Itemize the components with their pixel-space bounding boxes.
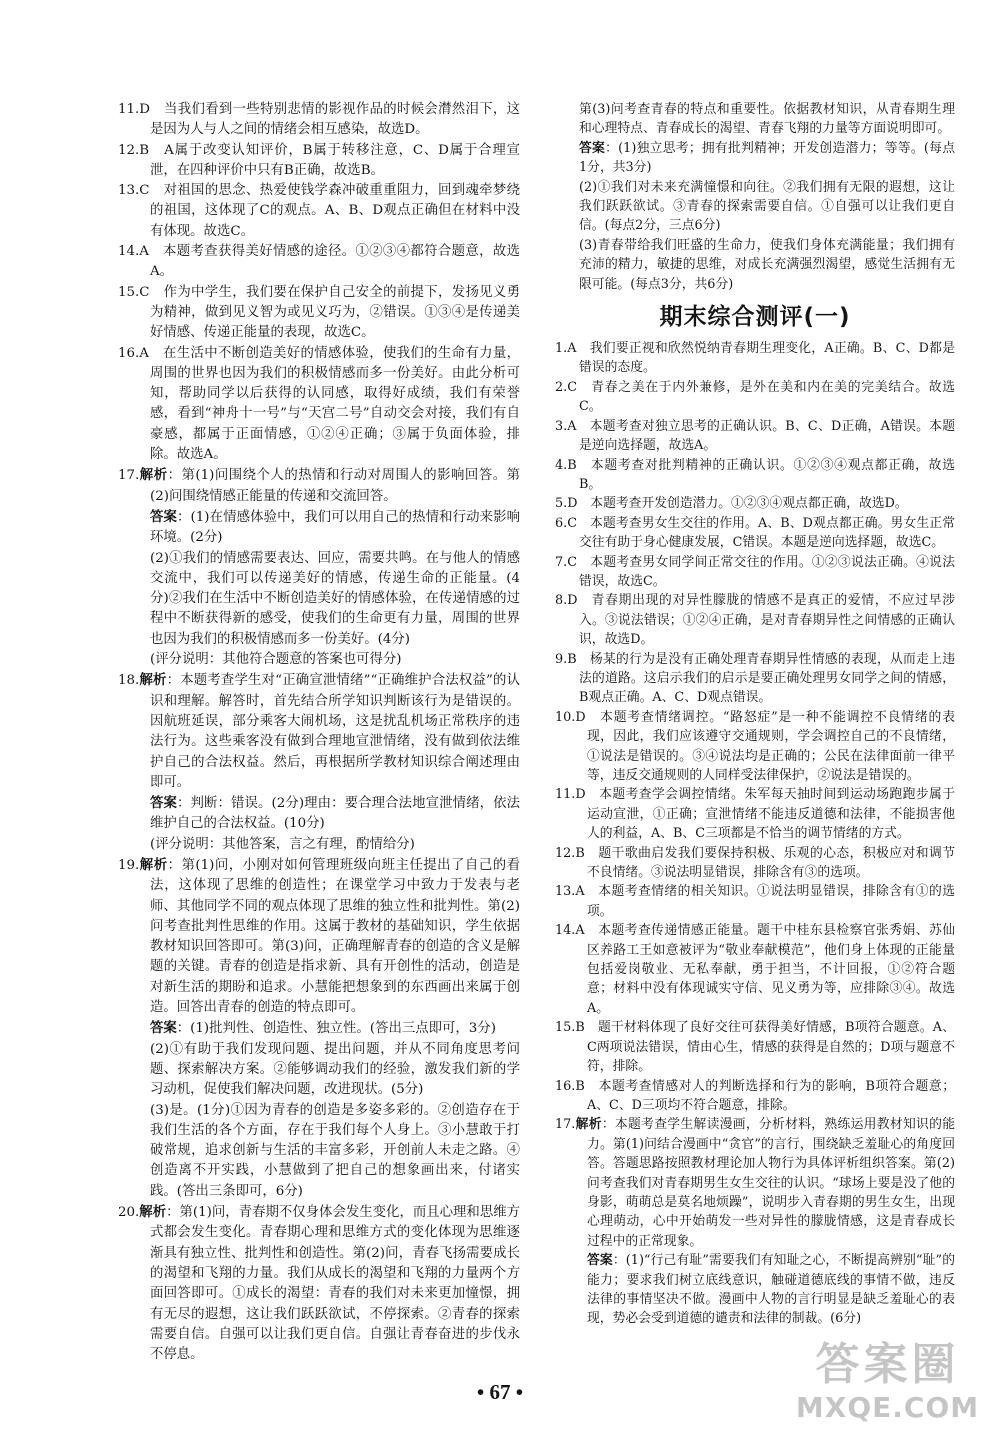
question-number: 14. bbox=[118, 244, 140, 260]
entry-label: 答案 bbox=[587, 1253, 613, 1269]
entry-text: A 本题考查获得美好情感的途径。①②③④都符合题意，故选A。 bbox=[139, 244, 520, 280]
entry-text: ：(1)独立思考；拥有批判精神；开发创造潜力；等等。(每点1分，共3分) bbox=[579, 140, 955, 176]
entry-text: D 青春期出现的对异性朦胧的情感不是真正的爱情，不应过早涉入。③说法错误；①②④正确，是对青春期异性之间情感的正确认识，故选D。 bbox=[567, 593, 955, 648]
entry-label: 答案 bbox=[150, 508, 178, 525]
question-number: 10. bbox=[555, 709, 576, 725]
entry-label: 答案 bbox=[150, 795, 177, 812]
answer-entry bbox=[118, 1040, 520, 1101]
question-number: 8. bbox=[555, 593, 568, 609]
entry-text: A 我们要正视和欣然悦纳青春期生理变化，A正确。B、C、D都是错误的态度。 bbox=[567, 341, 955, 376]
question-number: 7. bbox=[555, 554, 568, 570]
entry-text: B 题干材料体现了良好交往可获得美好情感，B项符合题意。A、C两项说法错误，情由心生，情感的获得是自然的；D项与题意不符，排除。 bbox=[575, 1020, 955, 1075]
answer-entry bbox=[118, 507, 520, 549]
answer-entry bbox=[118, 835, 520, 855]
entry-text: C 本题考查男女同学间正常交往的作用。①②③说法正确。④说法错误，故选C。 bbox=[567, 554, 955, 589]
entry-text: ：第(1)问围绕个人的热情和行动对周围人的影响回答。第(2)问围绕情感正能量的传递和交流回答。 bbox=[150, 468, 521, 504]
answer-entry bbox=[555, 785, 955, 843]
final-test-answers bbox=[555, 339, 955, 1329]
answer-entry bbox=[555, 378, 955, 417]
entry-text: (3)青春带给我们旺盛的生命力，使我们身体充满能量；我们拥有充沛的精力，敏捷的思维，对成长充满强烈渴望，感觉生活拥有无限可能。(每点3分，共6分) bbox=[579, 237, 955, 292]
question-number: 11. bbox=[555, 787, 576, 803]
entry-text: A 本题考查情绪的相关知识。①说法明显错误，排除含有①的选项。 bbox=[575, 884, 955, 919]
question-number: 9. bbox=[555, 651, 568, 667]
answer-entry bbox=[118, 141, 520, 182]
answer-entry bbox=[555, 100, 955, 139]
entry-text: C 本题考查男女生交往的作用。A、B、D观点都正确。男女生正常交往有助于身心健康发展，C错误。本题是逆向选择题，故选C。 bbox=[567, 515, 955, 551]
entry-text: 第(3)问考查青春的特点和重要性。依据教材知识，从青春期生理和心理特点、青春成长的渴望、青春飞翔的力量等方面说明即可。 bbox=[579, 102, 955, 137]
answer-entry bbox=[555, 236, 955, 294]
answer-entry bbox=[118, 344, 520, 466]
section-title: 期末综合测评(一) bbox=[659, 304, 851, 331]
entry-label: 答案 bbox=[150, 1020, 177, 1037]
answer-entry bbox=[555, 456, 955, 495]
answer-entry bbox=[118, 1202, 520, 1365]
answer-entry bbox=[118, 465, 520, 507]
answer-entry bbox=[118, 1018, 520, 1039]
left-column bbox=[118, 100, 520, 1365]
entry-text: A 在生活中不断创造美好的情感体验，使我们的生命有力量，周围的世界也因为我们的积极情感而多一份美好。由此分析可知，帮助同学以后获得的认同感，取得好成绩，我们有荣誉感，看到“神舟十一号”与“天宫二号”自动交会对接，我们有自豪感，都属于正面情感，①②④正确；③属于负面体验，排除。故选A。 bbox=[139, 345, 520, 463]
answer-entry bbox=[555, 1115, 955, 1251]
entry-text: C 青春之美在于内外兼修，是外在美和内在美的完美结合。故选C。 bbox=[567, 379, 955, 415]
entry-text: B 本题考查情感对人的判断选择和行为的影响，B项符合题意；A、C、D三项均不符合题意，排除。 bbox=[575, 1078, 955, 1113]
question-number: 3. bbox=[555, 418, 568, 434]
watermark-logo-url: MXQE.COM bbox=[795, 1391, 980, 1424]
answer-entry bbox=[118, 181, 520, 242]
entry-text: A 本题考查传递情感正能量。题干中桂东县检察官张秀娟、苏仙区养路工王如意被评为“敬业奉献模范”，他们身上体现的正能量包括爱岗敬业、无私奉献，勇于担当，不计回报，①②符合题意；材料中没有体现诚实守信、见义勇为等，应排除③④。故选A。 bbox=[575, 923, 955, 1016]
entry-text: A 本题考查对独立思考的正确认识。B、C、D正确，A错误。本题是逆向选择题，故选A。 bbox=[567, 418, 955, 454]
answer-entry bbox=[118, 855, 520, 1018]
entry-text: ：(1)批判性、创造性、独立性。(答出三点即可，3分) bbox=[176, 1021, 496, 1037]
answer-entry bbox=[555, 139, 955, 178]
entry-label: 解析 bbox=[139, 856, 168, 873]
answer-entry bbox=[118, 1101, 520, 1202]
answer-entry bbox=[555, 1018, 955, 1076]
answer-entry bbox=[555, 494, 955, 513]
entry-text: ：本题考查学生解读漫画，分析材料，熟练运用教材知识的能力。第(1)问结合漫画中“贪官”的言行，围绕缺乏羞耻心的角度回答。答题思路按照教材理论加人物行为具体评析组织答案。第(2)问考查我们对青春期男生女生交往的认识。“球场上要是没了他的身影，萌萌总是莫名地烦躁”，说明步入青春期的男生女生，出现心理萌动，心中开始萌发一些对异性的朦胧情感，这是青春成长过程中的正常现象。 bbox=[587, 1117, 956, 1249]
question-number: 20. bbox=[118, 1205, 140, 1221]
entry-text: (评分说明：其他答案，言之有理，酌情给分) bbox=[150, 836, 415, 852]
entry-text: D 当我们看到一些特别悲情的影视作品的时候会潸然泪下，这是因为人与人之间的情绪会相互感染，故选D。 bbox=[139, 102, 520, 138]
entry-label: 解析 bbox=[575, 1117, 602, 1133]
question-number: 6. bbox=[555, 515, 568, 531]
answer-entry bbox=[118, 283, 520, 344]
question-number: 17. bbox=[118, 468, 140, 484]
entry-text: D 本题考查学会调控情绪。朱军每天抽时间到运动场跑跑步属于运动宣泄，①正确；宣泄情绪不能违反道德和法律，不能损害他人的利益，A、B、C三项都是不恰当的调节情绪的方式。 bbox=[575, 787, 955, 842]
answer-entry bbox=[555, 844, 955, 883]
question-number: 16. bbox=[555, 1078, 576, 1094]
entry-text: B 杨某的行为是没有正确处理青春期异性情感的表现，从而走上违法的道路。这启示我们的启示是要正确处理男女同学之间的情感，B观点正确。A、C、D观点错误。 bbox=[567, 651, 955, 706]
answer-entry bbox=[118, 650, 520, 670]
entry-label: 解析 bbox=[139, 467, 168, 484]
answer-entry bbox=[555, 1077, 955, 1116]
entry-text: D 本题考查情绪调控。“路怒症”是一种不能调控不良情绪的表现，因此，我们应该遵守交通规则，学会调控自己的不良情绪，①说法是错误的。③④说法均是正确的；公民在法律面前一律平等，违反交通规则的人同样受法律保护，②说法是错误的。 bbox=[575, 709, 955, 783]
entry-text: D 本题考查开发创造潜力。①②③④观点都正确，故选D。 bbox=[567, 496, 908, 512]
watermark-logo bbox=[785, 1339, 990, 1435]
entry-label: 解析 bbox=[139, 672, 167, 689]
entry-text: ：第(1)问，小刚对如何管理班级向班主任提出了自己的看法，这体现了思维的创造性；在课堂学习中致力于发表与老师、其他同学不同的观点体现了思维的独立性和批判性。第(2)问考查批判性思维的作用。这属于教材的基础知识，学生依据教材知识回答即可。第(3)问，正确理解青春的创造的含义是解题的关键。青春的创造是指求新、具有开创性的活动，创造是对新生活的期盼和追求。小慧能把想象到的东西画出来属于创造。回答出青春的创造的特点即可。 bbox=[150, 857, 521, 1016]
question-number: 18. bbox=[118, 673, 140, 689]
right-column-continuation bbox=[555, 100, 955, 294]
question-number: 13. bbox=[555, 884, 576, 900]
answer-entry bbox=[555, 1251, 955, 1329]
entry-text: ：本题考查学生对“正确宣泄情绪”“正确维护合法权益”的认识和理解。解答时，首先结合所学知识判断该行为是错误的。因航班延误，部分乘客大闹机场，这是扰乱机场正常秩序的违法行为。这些乘客没有做到合理地宣泄情绪，没有做到依法维护自己的合法权益。然后，再根据所学教材知识综合阐述理由即可。 bbox=[150, 673, 521, 790]
entry-text: C 对祖国的思念、热爱使钱学森冲破重重阻力，回到魂牵梦绕的祖国，这体现了C的观点。A、B、D观点正确但在材料中没有体现。故选C。 bbox=[139, 183, 520, 239]
answer-entry bbox=[555, 553, 955, 592]
entry-text: (2)①有助于我们发现问题、提出问题，并从不同角度思考问题、探索解决方案。②能够调动我们的经验，激发我们新的学习动机，促使我们解决问题，改进现状。(5分) bbox=[150, 1041, 520, 1098]
answer-entry bbox=[118, 242, 520, 283]
right-column bbox=[555, 100, 955, 1329]
answer-entry bbox=[555, 339, 955, 378]
answer-entry bbox=[555, 178, 955, 236]
entry-text: (评分说明：其他符合题意的答案也可得分) bbox=[150, 652, 402, 668]
entry-text: (3)是。(1分)①因为青春的创造是多姿多彩的。②创造存在于我们生活的各个方面，存在于我们每个人身上。③小慧敢于打破常规，追求创新与生活的丰富多彩，开创前人未走之路。④创造离不开实践，小慧做到了把自己的想象画出来，付诸实践。(答出三条即可，6分) bbox=[150, 1102, 520, 1199]
entry-text: (2)①我们对未来充满憧憬和向往。②我们拥有无限的遐想，这让我们跃跃欲试。③青春的探索需要自信。①自强可以让我们更自信。(每点2分，三点6分) bbox=[579, 179, 955, 234]
question-number: 4. bbox=[555, 457, 568, 473]
answer-entry bbox=[555, 882, 955, 921]
watermark-logo-text: 答案圈 bbox=[815, 1339, 960, 1390]
question-number: 15. bbox=[118, 284, 140, 300]
answer-entry bbox=[555, 591, 955, 649]
question-number: 19. bbox=[118, 857, 140, 873]
entry-text: C 作为中学生，我们要在保护自己安全的前提下，发扬见义勇为精神，做到见义智为或见义巧为，②错误。①③④是传递美好情感、传递正能量的表现，故选C。 bbox=[139, 284, 520, 341]
question-number: 12. bbox=[118, 142, 140, 158]
question-number: 14. bbox=[555, 923, 576, 939]
entry-label: 解析 bbox=[139, 1204, 167, 1221]
question-number: 11. bbox=[118, 102, 140, 117]
question-number: 12. bbox=[555, 845, 576, 861]
answer-entry bbox=[555, 921, 955, 1018]
question-number: 2. bbox=[555, 379, 568, 395]
entry-text: B A属于改变认知评价，B属于转移注意，C、D属于合理宣泄，在四种评价中只有B正确，故选B。 bbox=[139, 142, 520, 178]
question-number: 1. bbox=[555, 341, 568, 357]
entry-text: ：(1)“行己有耻”需要我们有知耻之心，不断提高辨别“耻”的能力；要求我们树立底线意识，触碰道德底线的事情不做，违反法律的事情坚决不做。漫画中人物的言行明显是缺乏羞耻心的表现，势必会受到道德的谴责和法律的制裁。(6分) bbox=[587, 1253, 956, 1327]
answer-entry bbox=[555, 650, 955, 708]
entry-text: ：判断：错误。(2分)理由：要合理合法地宣泄情绪，依法维护自己的合法权益。(10分) bbox=[150, 796, 521, 832]
page-number: • 67 • bbox=[476, 1380, 524, 1404]
entry-text: B 本题考查对批判精神的正确认识。①②③④观点都正确，故选B。 bbox=[567, 457, 955, 492]
question-number: 16. bbox=[118, 345, 140, 361]
entry-label: 答案 bbox=[579, 140, 606, 156]
answer-entry bbox=[118, 670, 520, 793]
answer-entry bbox=[555, 708, 955, 786]
entry-text: B 题干歌曲启发我们要保持积极、乐观的心态，积极应对和调节不良情绪。③说法明显错误，排除含有③的选项。 bbox=[575, 845, 955, 881]
entry-text: ：第(1)问，青春期不仅身体会发生变化，而且心理和思维方式都会发生变化。青春期心理和思维方式的变化体现为思维逐渐具有独立性、批判性和创造性。第(2)问，青春飞扬需要成长的渴望和飞翔的力量。我们从成长的渴望和飞翔的力量两个方面回答即可。①成长的渴望：青春的我们对未来更加憧憬，拥有无尽的遐想，这让我们跃跃欲试，不停探索。②青春的探索需要自信。自强可以让我们更自信。自强让青春奋进的步伐永不停息。 bbox=[150, 1205, 521, 1363]
question-number: 17. bbox=[555, 1117, 576, 1133]
answer-entry bbox=[118, 793, 520, 835]
answer-entry bbox=[118, 549, 520, 650]
question-number: 5. bbox=[555, 496, 568, 512]
answer-entry bbox=[555, 514, 955, 553]
answer-entry bbox=[118, 100, 520, 141]
question-number: 13. bbox=[118, 183, 140, 199]
answer-entry bbox=[555, 417, 955, 456]
entry-text: ：(1)在情感体验中，我们可以用自己的热情和行动来影响环境。(2分) bbox=[150, 509, 521, 546]
entry-text: (2)①我们的情感需要表达、回应，需要共鸣。在与他人的情感交流中，我们可以传递美好的情感，传递生命的正能量。(4分)②我们在生活中不断创造美好的情感体验，在传递情感的过程中不断获得新的感受，使我们的生命更有力量，周围的世界也因为我们的积极情感而多一份美好。(4分) bbox=[150, 550, 520, 647]
question-number: 15. bbox=[555, 1020, 576, 1036]
